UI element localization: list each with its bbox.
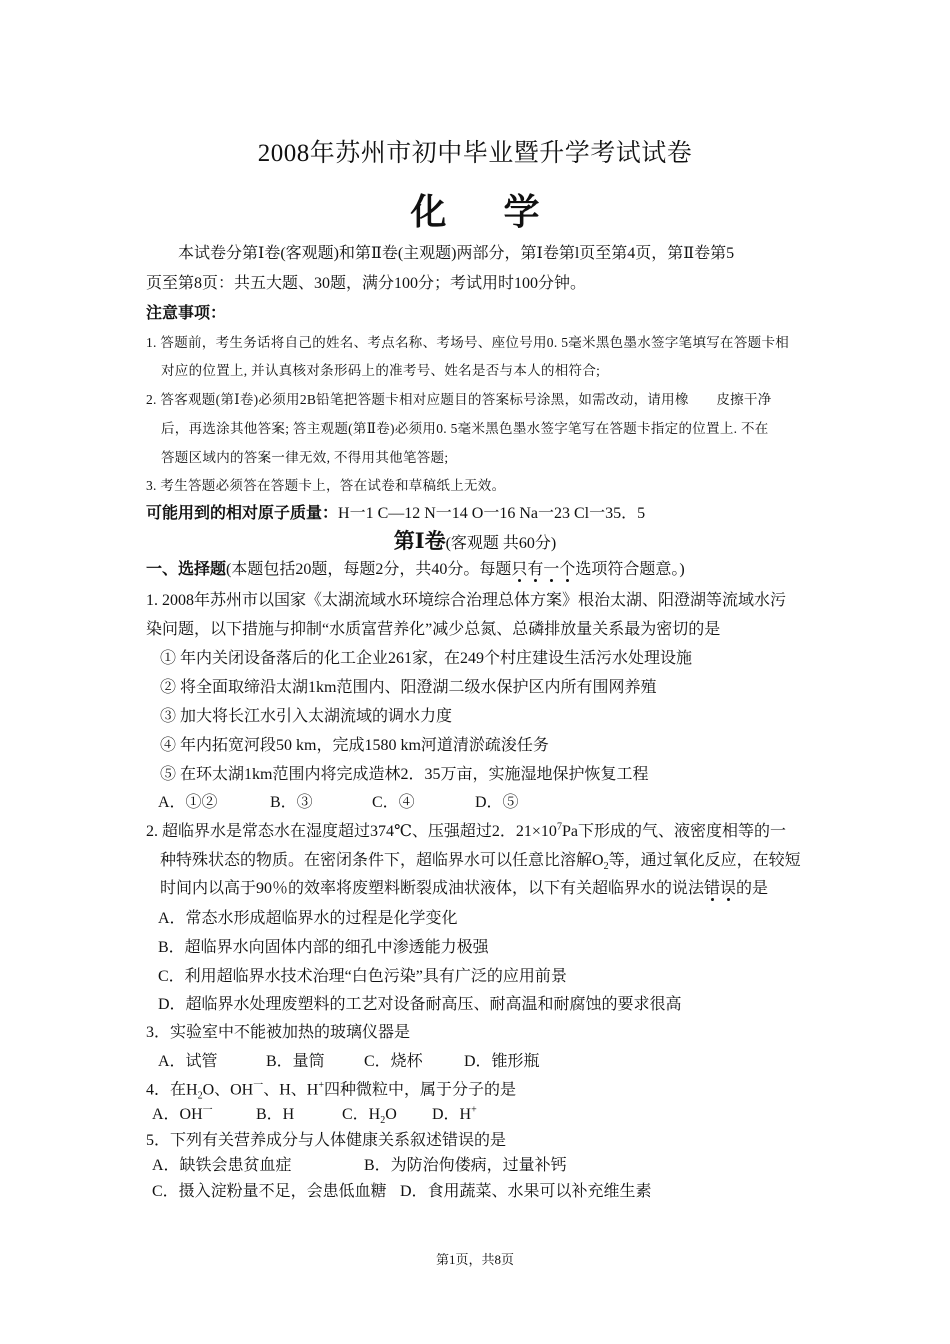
- q4-option-a: [152, 1101, 256, 1124]
- notice-heading: 注意事项：: [146, 305, 227, 322]
- q4-option-b: B．H: [256, 1106, 295, 1124]
- q2-line-1: [146, 818, 786, 841]
- q5-option-b: B．为防治佝偻病，过量补钙: [364, 1157, 567, 1174]
- q2-line-2-a: 种特殊状态的物质。在密闭条件下，超临界水可以任意比溶解O: [160, 852, 604, 869]
- q4-options: [152, 1101, 477, 1127]
- q4-stem-sub: 2: [197, 1090, 203, 1102]
- q3-option-a: A．试管: [158, 1053, 218, 1070]
- q1-option-a: A．①②: [158, 794, 218, 811]
- q2-emph-char-1: 错: [704, 880, 721, 897]
- atomic-mass-label: 可能用到的相对原子质量：: [146, 505, 339, 522]
- q4-stem-c: 、H、H: [263, 1081, 319, 1099]
- q5-option-d: D．食用蔬菜、水果可以补充维生素: [400, 1183, 652, 1200]
- part1-desc-a: (本题包括20题，每题2分，共40分。每题: [226, 561, 512, 578]
- q2-line-2-b: 等，通过氧化反应，在较短: [608, 852, 801, 869]
- q3-option-b: B．量筒: [266, 1053, 325, 1070]
- notice-item-3: 3. 考生答题必须答在答题卡上，答在试卷和草稿纸上无效。: [146, 478, 506, 493]
- q1-option-c: C．④: [372, 794, 415, 811]
- part1-heading-line: [146, 556, 685, 579]
- q3-options: [158, 1048, 540, 1071]
- intro-line-2: 页至第8页：共五大题、30题，满分100分；考试用时100分钟。: [146, 275, 587, 292]
- q4-stem-sup-2: +: [318, 1080, 324, 1091]
- q4-stem-d: 四种微粒中，属于分子的是: [324, 1081, 517, 1099]
- q2-line-1-sup: 7: [556, 821, 562, 833]
- q1-item-4: ④ 年内拓宽河段50 km，完成1580 km河道清淤疏浚任务: [160, 737, 549, 754]
- notice-item-1-line-2: 对应的位置上, 并认真核对条形码上的准考号、姓名是否与本人的相符合;: [161, 363, 601, 378]
- q3-option-c: C．烧杯: [364, 1053, 423, 1070]
- intro-line-1: 本试卷分第Ⅰ卷(客观题)和第Ⅱ卷(主观题)两部分，第Ⅰ卷第l页至第4页，第Ⅱ卷第5: [178, 245, 735, 262]
- notice-item-1-line-1: 1. 答题前，考生务话将自己的姓名、考点名称、考场号、座位号用0. 5毫米黑色墨水签字笔填写在答题卡相: [146, 335, 790, 350]
- q2-emph-char-2: 误: [720, 880, 737, 897]
- q3-stem: 3．实验室中不能被加热的玻璃仪器是: [146, 1024, 411, 1041]
- part1-emph-char-1: 只: [511, 561, 528, 578]
- part1-desc-b: 选项符合题意。): [575, 561, 685, 578]
- atomic-mass-line: [146, 500, 645, 523]
- q5-option-a: A．缺铁会患贫血症: [152, 1157, 292, 1174]
- q2-option-d: D．超临界水处理废塑料的工艺对设备耐高压、耐高温和耐腐蚀的要求很高: [158, 996, 682, 1013]
- q2-line-1-b: Pa下形成的气、液密度相等的一: [561, 823, 786, 840]
- page-footer: 第1页，共8页: [435, 1252, 514, 1267]
- q5-options-row-2: [152, 1178, 652, 1201]
- q1-item-5: ⑤ 在环太湖1km范围内将完成造林2．35万亩，实施湿地保护恢复工程: [160, 766, 649, 783]
- q2-line-3-a: 时间内以高于90％的效率将废塑料断裂成油状液体，以下有关超临界水的说法: [160, 880, 705, 897]
- q2-line-3-emph: [704, 880, 736, 897]
- notice-item-2-line-3: 答题区域内的答案一律无效, 不得用其他笔答题;: [161, 450, 449, 465]
- q4-option-c-text-a: C．H: [342, 1106, 381, 1124]
- q2-option-c: C．利用超临界水技术治理“白色污染”具有广泛的应用前景: [158, 968, 567, 985]
- q4-option-d: [432, 1101, 477, 1124]
- q4-option-d-sup: +: [471, 1105, 477, 1116]
- q4-option-c-sub: 2: [380, 1115, 386, 1127]
- q2-line-3: [160, 875, 768, 898]
- section-title: 第Ⅰ卷: [393, 529, 446, 553]
- q4-stem-sup-1: 一: [253, 1080, 264, 1091]
- part1-emph-char-4: 个: [559, 561, 576, 578]
- subject-title: 化 学: [410, 192, 564, 232]
- q4-option-c-text-b: O: [385, 1106, 397, 1124]
- part1-heading: 一、选择题: [146, 561, 227, 578]
- q1-item-2: ② 将全面取缔沿太湖1km范围内、阳澄湖二级水保护区内所有围网养殖: [160, 679, 657, 696]
- exam-title: 2008年苏州市初中毕业暨升学考试试卷: [257, 140, 693, 167]
- part1-emph-char-3: 一: [543, 561, 560, 578]
- q4-option-a-sup: 一: [202, 1105, 213, 1116]
- q2-option-a: A．常态水形成超临界水的过程是化学变化: [158, 910, 458, 927]
- q4-option-a-text: A．OH: [152, 1106, 203, 1124]
- notice-item-2-line-1: 2. 答客观题(第Ⅰ卷)必须用2B铅笔把答题卡相对应题目的答案标号涂黑，如需改动，请用橡 皮擦干净: [146, 392, 772, 407]
- part1-desc-emph: [511, 561, 575, 578]
- q1-options: [158, 789, 519, 812]
- q5-options-row-1: [152, 1152, 567, 1175]
- q4-stem-b: O、OH: [202, 1081, 254, 1099]
- q2-line-2-sub: 2: [603, 861, 609, 873]
- q1-item-1: ① 年内关闭设备落后的化工企业261家，在249个村庄建设生活污水处理设施: [160, 650, 693, 667]
- atomic-mass-values: H一1 C—12 N一14 O一16 Na一23 Cl一35．5: [338, 505, 646, 522]
- q2-line-2: [160, 847, 801, 872]
- q2-option-b: B．超临界水向固体内部的细孔中渗透能力极强: [158, 939, 489, 956]
- q1-line-2: 染问题，以下措施与抑制“水质富营养化”减少总氮、总磷排放量关系最为密切的是: [146, 621, 721, 638]
- q5-option-c: C．摄入淀粉量不足，会患低血糖: [152, 1183, 387, 1200]
- q1-line-1: 1. 2008年苏州市以国家《太湖流域水环境综合治理总体方案》根治太湖、阳澄湖等流域水污: [146, 592, 787, 609]
- notice-item-2-line-2: 后，再选涂其他答案; 答主观题(第Ⅱ卷)必须用0. 5毫米黑色墨水签字笔写在答题卡指定的位置上. 不在: [161, 421, 769, 436]
- q1-option-b: B．③: [270, 794, 313, 811]
- q1-item-3: ③ 加大将长江水引入太湖流域的调水力度: [160, 708, 453, 725]
- q4-option-c: [342, 1101, 432, 1126]
- q2-line-1-a: 2. 超临界水是常态水在湿度超过374℃、压强超过2．21×10: [146, 823, 557, 840]
- section-heading: [0, 525, 950, 555]
- q4-stem: [146, 1076, 516, 1102]
- q1-option-d: D．⑤: [475, 794, 519, 811]
- q3-option-d: D．锥形瓶: [464, 1053, 540, 1070]
- q4-stem-a: 4．在H: [146, 1081, 198, 1099]
- section-subtitle: (客观题 共60分): [445, 535, 557, 552]
- q2-line-3-b: 的是: [736, 880, 769, 897]
- part1-emph-char-2: 有: [527, 561, 544, 578]
- q5-stem: 5．下列有关营养成分与人体健康关系叙述错误的是: [146, 1132, 507, 1149]
- q4-option-d-text: D．H: [432, 1106, 472, 1124]
